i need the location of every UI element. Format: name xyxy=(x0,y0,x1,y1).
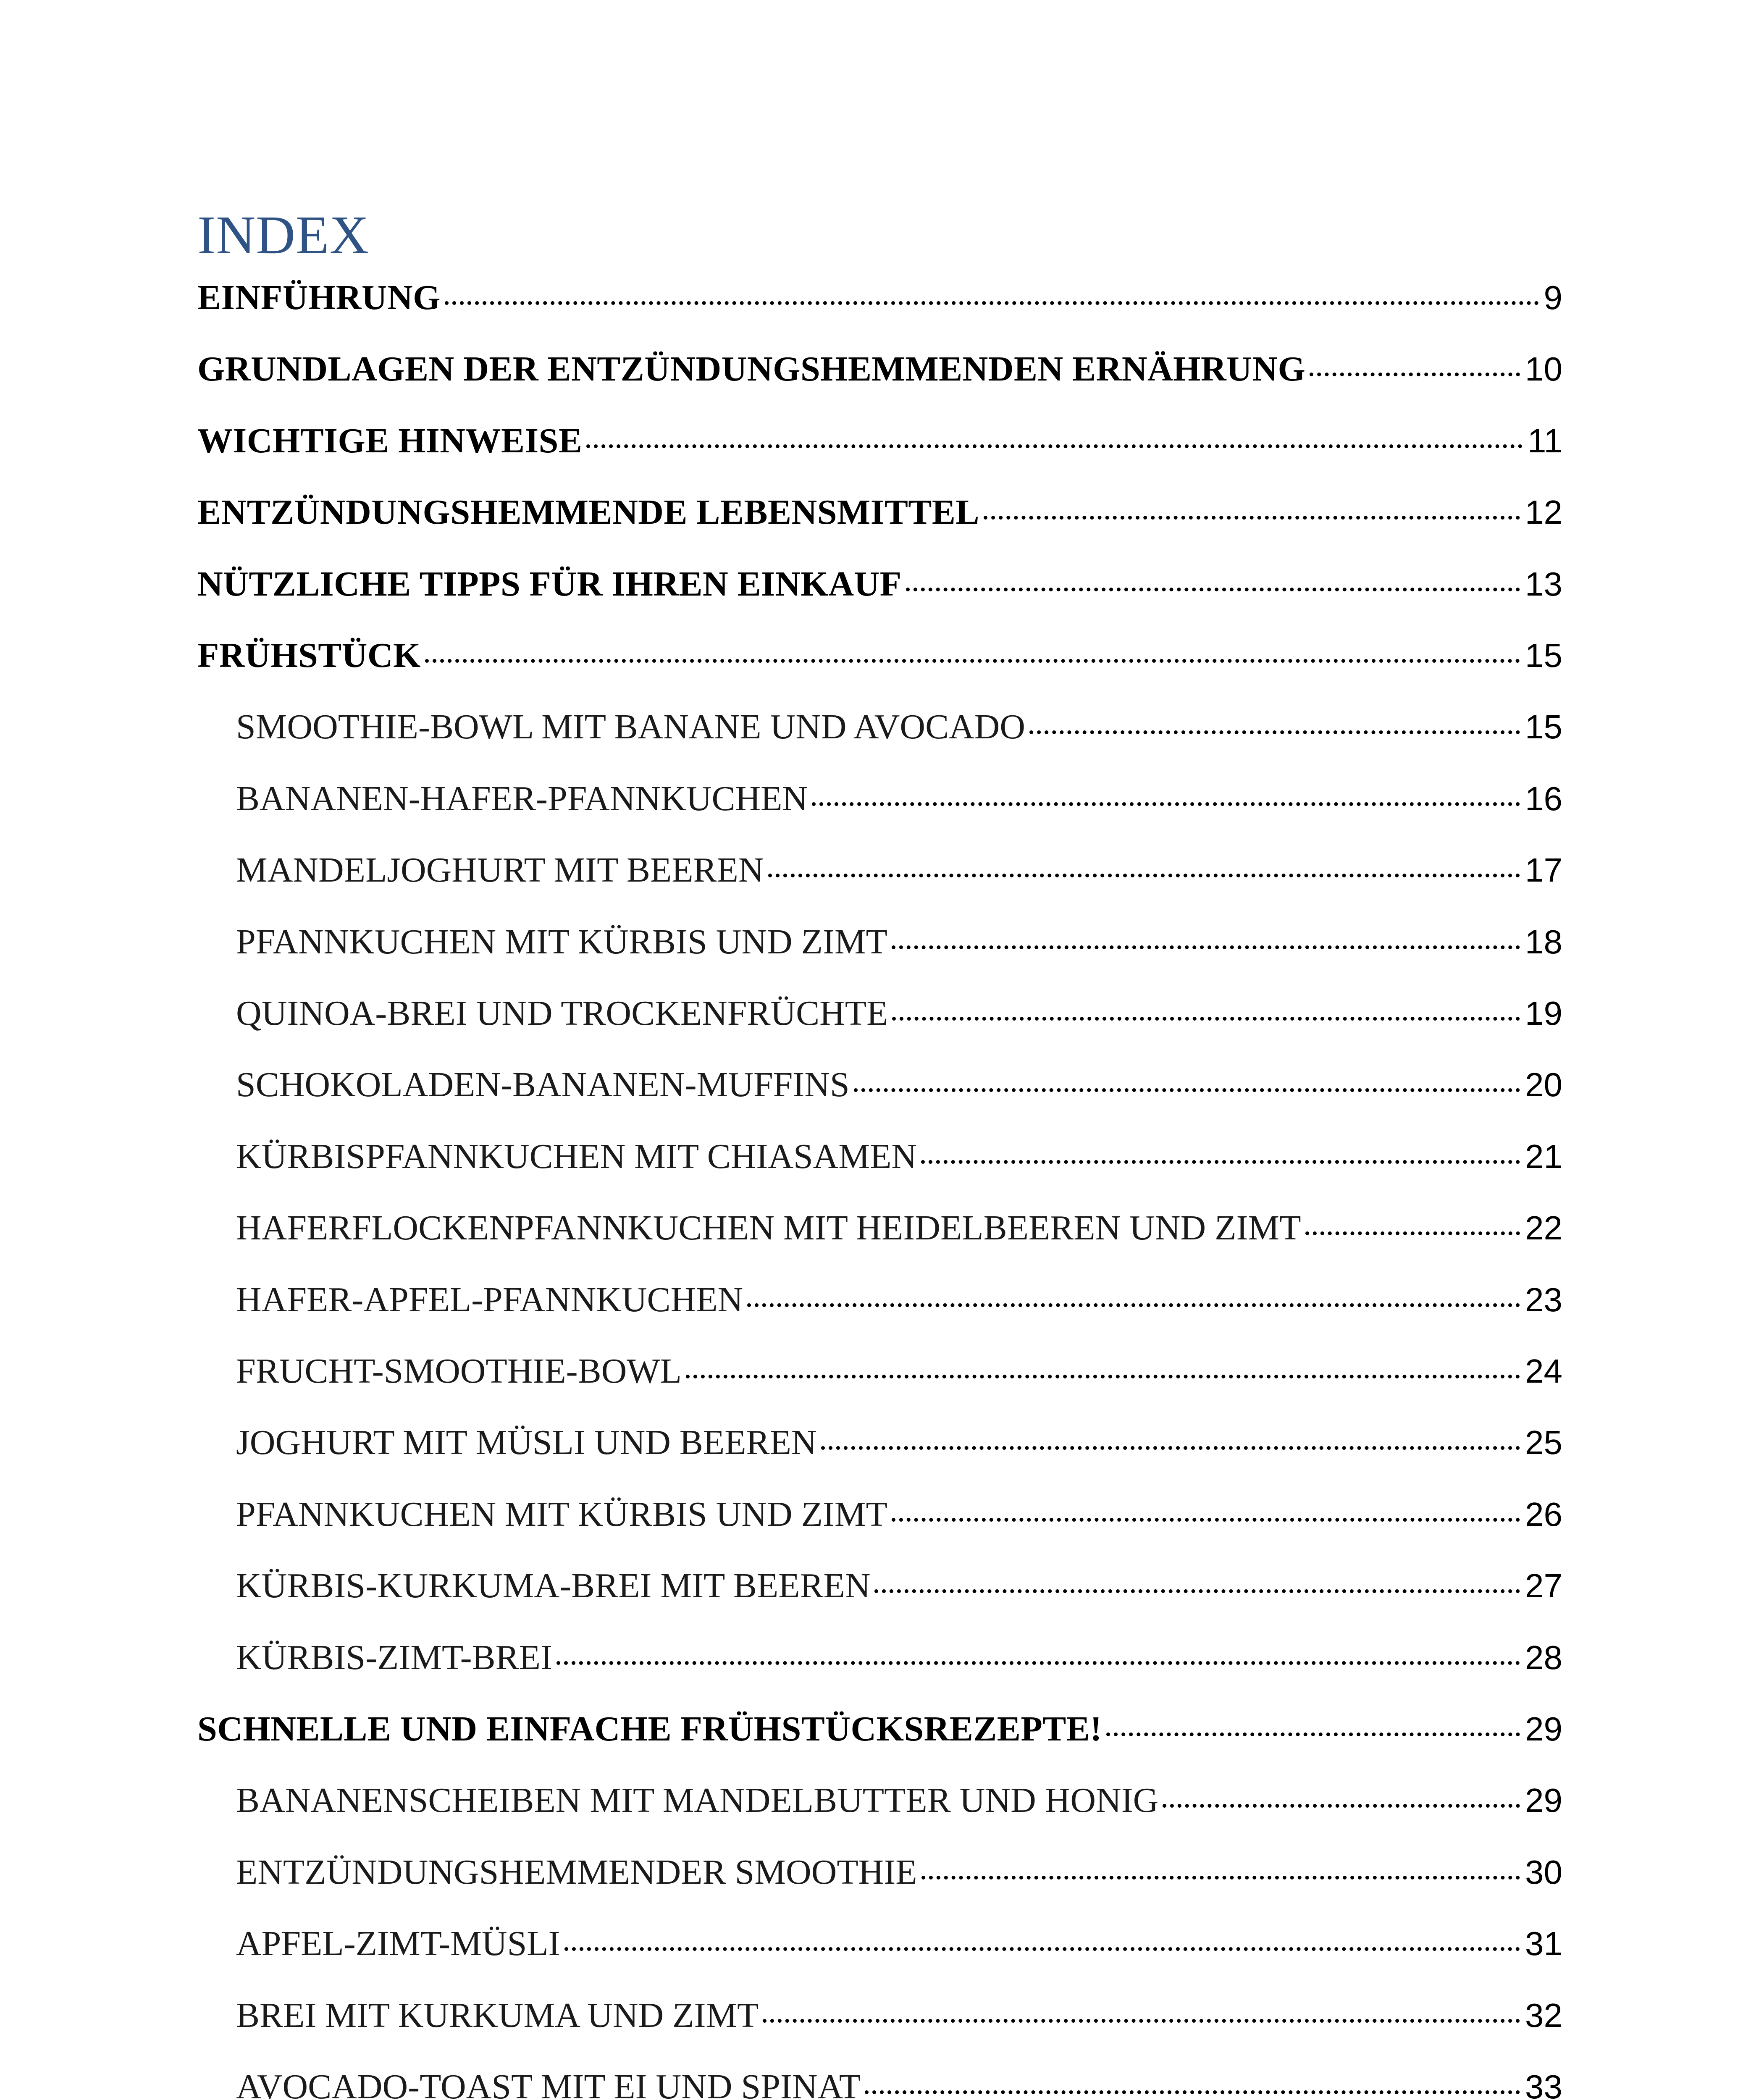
toc-page-number: 28 xyxy=(1525,1639,1562,1676)
dot-leader xyxy=(445,301,1538,305)
toc-entry-title: BANANENSCHEIBEN MIT MANDELBUTTER UND HONIG xyxy=(236,1781,1159,1820)
toc-page-number: 11 xyxy=(1527,422,1562,459)
toc-page-number: 31 xyxy=(1525,1925,1562,1962)
dot-leader xyxy=(425,659,1520,663)
toc-page-number: 13 xyxy=(1525,565,1562,603)
toc-section-entry[interactable] xyxy=(197,277,1562,328)
toc-entry-title: APFEL-ZIMT-MÜSLI xyxy=(236,1924,560,1963)
toc-page-number: 18 xyxy=(1525,923,1562,961)
toc-page-number: 15 xyxy=(1525,708,1562,746)
toc-recipe-entry[interactable] xyxy=(236,706,1562,757)
toc-recipe-entry[interactable] xyxy=(236,1995,1562,2045)
toc-page-number: 27 xyxy=(1525,1567,1562,1604)
toc-entry-title: HAFERFLOCKENPFANNKUCHEN MIT HEIDELBEEREN UND ZIMT xyxy=(236,1208,1301,1247)
toc-section-entry[interactable] xyxy=(197,349,1562,399)
dot-leader xyxy=(586,444,1522,448)
dot-leader xyxy=(921,1876,1520,1880)
toc-entry-title: AVOCADO-TOAST MIT EI UND SPINAT xyxy=(236,2067,861,2100)
toc-entry-title: QUINOA-BREI UND TROCKENFRÜCHTE xyxy=(236,994,888,1033)
toc-page-number: 22 xyxy=(1525,1209,1562,1247)
toc-entry-title: MANDELJOGHURT MIT BEEREN xyxy=(236,850,764,890)
dot-leader xyxy=(1029,730,1520,734)
dot-leader xyxy=(747,1303,1520,1307)
toc-recipe-entry[interactable] xyxy=(236,2066,1562,2100)
toc-entry-title: JOGHURT MIT MÜSLI UND BEEREN xyxy=(236,1423,817,1462)
toc-page-number: 17 xyxy=(1525,851,1562,889)
toc-page-number: 10 xyxy=(1525,350,1562,388)
toc-page-number: 26 xyxy=(1525,1496,1562,1533)
toc-page-number: 24 xyxy=(1525,1352,1562,1390)
toc-entry-title: EINFÜHRUNG xyxy=(197,278,441,317)
dot-leader xyxy=(1305,1231,1520,1235)
toc-entry-title: SCHOKOLADEN-BANANEN-MUFFINS xyxy=(236,1065,850,1104)
toc-section-entry[interactable] xyxy=(197,1709,1562,1759)
toc-section-entry[interactable] xyxy=(197,420,1562,471)
toc-recipe-entry[interactable] xyxy=(236,1136,1562,1186)
toc-entry-title: FRÜHSTÜCK xyxy=(197,636,421,675)
toc-page-number: 20 xyxy=(1525,1066,1562,1103)
dot-leader xyxy=(854,1088,1520,1092)
toc-recipe-entry[interactable] xyxy=(236,1279,1562,1330)
toc-recipe-entry[interactable] xyxy=(236,1208,1562,1258)
toc-recipe-entry[interactable] xyxy=(236,1637,1562,1688)
toc-page-number: 30 xyxy=(1525,1853,1562,1891)
index-heading: INDEX xyxy=(197,205,370,265)
toc-page-number: 29 xyxy=(1525,1710,1562,1748)
toc-page-number: 21 xyxy=(1525,1138,1562,1175)
dot-leader xyxy=(1163,1804,1520,1808)
dot-leader xyxy=(906,588,1520,591)
toc-section-entry[interactable] xyxy=(197,492,1562,542)
toc-recipe-entry[interactable] xyxy=(236,1565,1562,1616)
toc-page-number: 15 xyxy=(1525,637,1562,674)
toc-section-entry[interactable] xyxy=(197,635,1562,685)
toc-entry-title: ENTZÜNDUNGSHEMMENDER SMOOTHIE xyxy=(236,1853,917,1892)
toc-entry-title: ENTZÜNDUNGSHEMMENDE LEBENSMITTEL xyxy=(197,493,979,532)
toc-entry-title: HAFER-APFEL-PFANNKUCHEN xyxy=(236,1280,743,1319)
toc-page-number: 23 xyxy=(1525,1281,1562,1318)
toc-entry-title: KÜRBIS-KURKUMA-BREI MIT BEEREN xyxy=(236,1566,871,1605)
toc-recipe-entry[interactable] xyxy=(236,778,1562,829)
toc-recipe-entry[interactable] xyxy=(236,1494,1562,1544)
toc-recipe-entry[interactable] xyxy=(236,850,1562,900)
toc-entry-title: KÜRBIS-ZIMT-BREI xyxy=(236,1638,552,1677)
toc-page-number: 33 xyxy=(1525,2068,1562,2100)
toc-entry-title: PFANNKUCHEN MIT KÜRBIS UND ZIMT xyxy=(236,922,887,961)
toc-entry-title: PFANNKUCHEN MIT KÜRBIS UND ZIMT xyxy=(236,1495,887,1534)
toc-entry-title: FRUCHT-SMOOTHIE-BOWL xyxy=(236,1352,682,1391)
dot-leader xyxy=(874,1589,1520,1593)
toc-page-number: 32 xyxy=(1525,1997,1562,2034)
toc-entry-title: BANANEN-HAFER-PFANNKUCHEN xyxy=(236,779,808,818)
toc-entry-title: SMOOTHIE-BOWL MIT BANANE UND AVOCADO xyxy=(236,707,1026,746)
dot-leader xyxy=(1106,1732,1520,1736)
toc-recipe-entry[interactable] xyxy=(236,921,1562,972)
toc-page-number: 19 xyxy=(1525,995,1562,1032)
dot-leader xyxy=(556,1661,1520,1665)
toc-entry-title: SCHNELLE UND EINFACHE FRÜHSTÜCKSREZEPTE! xyxy=(197,1709,1102,1748)
toc-page-number: 16 xyxy=(1525,780,1562,817)
dot-leader xyxy=(892,1017,1520,1021)
dot-leader xyxy=(892,945,1520,949)
toc-recipe-entry[interactable] xyxy=(236,993,1562,1043)
toc-recipe-entry[interactable] xyxy=(236,1351,1562,1401)
toc-entry-title: WICHTIGE HINWEISE xyxy=(197,421,583,460)
dot-leader xyxy=(984,516,1520,520)
toc-recipe-entry[interactable] xyxy=(236,1852,1562,1902)
dot-leader xyxy=(1310,373,1520,376)
toc-recipe-entry[interactable] xyxy=(236,1923,1562,1974)
dot-leader xyxy=(686,1375,1520,1378)
toc-section-entry[interactable] xyxy=(197,564,1562,614)
dot-leader xyxy=(921,1160,1520,1164)
toc-recipe-entry[interactable] xyxy=(236,1780,1562,1830)
toc-page-number: 25 xyxy=(1525,1424,1562,1461)
dot-leader xyxy=(892,1518,1520,1522)
toc-page-number: 29 xyxy=(1525,1782,1562,1819)
dot-leader xyxy=(564,1947,1520,1951)
toc-entry-title: NÜTZLICHE TIPPS FÜR IHREN EINKAUF xyxy=(197,564,902,604)
toc-page-number: 12 xyxy=(1525,494,1562,531)
toc-entry-title: BREI MIT KURKUMA UND ZIMT xyxy=(236,1996,759,2035)
toc-recipe-entry[interactable] xyxy=(236,1064,1562,1115)
toc-recipe-entry[interactable] xyxy=(236,1422,1562,1473)
dot-leader xyxy=(768,874,1520,877)
dot-leader xyxy=(821,1446,1520,1450)
toc-entry-title: GRUNDLAGEN DER ENTZÜNDUNGSHEMMENDEN ERNÄHRUNG xyxy=(197,349,1306,388)
toc-entry-title: KÜRBISPFANNKUCHEN MIT CHIASAMEN xyxy=(236,1137,917,1176)
dot-leader xyxy=(812,802,1520,806)
toc-page-number: 9 xyxy=(1544,279,1562,316)
dot-leader xyxy=(763,2019,1520,2023)
dot-leader xyxy=(865,2090,1520,2094)
